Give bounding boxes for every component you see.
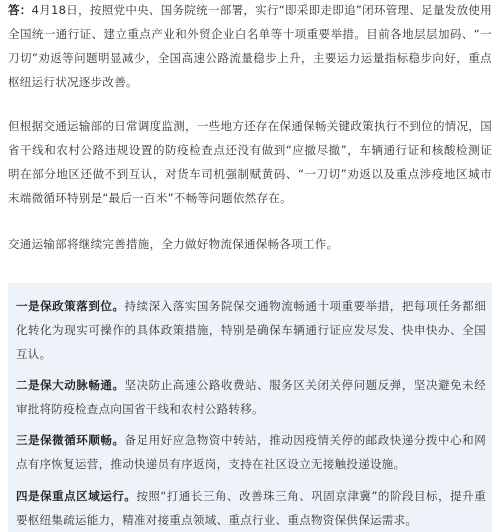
answer-text: 4月18日，按照党中央、国务院统一部署，实行“即采即走即追”闭环管理、足量发放使用全国统一通行证、建立重点产业和外贸企业白名单等十项重要举措。目前各地层层加码、“一刀切”劝返等问题明显减少，全国高速公路流量稳步上升，主要运力运量指标稳步向好，重点枢纽运行状况逐步改善。 — [8, 3, 492, 89]
measure-lead: 四是保重点区域运行。 — [16, 489, 137, 503]
monitoring-paragraph: 但根据交通运输部的日常调度监测，一些地方还存在保通保畅关键政策执行不到位的情况，国省干线和农村公路违规设置的防疫检查点还没有做到“应撤尽撤”，车辆通行证和核酸检测证明在部分地区还做不到互认，对货车司机强制赋黄码、“一刀切”劝返以及重点涉疫地区城市末端微循环特别是“最后一百米”不畅等问题依然存在。 — [8, 119, 492, 205]
measures-panel — [8, 283, 492, 532]
measure-text: 坚决防止高速公路收费站、服务区关闭关停问题反弹，坚决避免未经审批将防疫检查点向国省干线和农村公路转移。 — [16, 378, 487, 416]
measure-text: 备足用好应急物资中转站，推动因疫情关停的邮政快递分拨中心和网点有序恢复运营，推动快递员有序返岗，支持在社区设立无接触投递设施。 — [16, 433, 487, 471]
measure-text: 持续深入落实国务院保交通物流畅通十项重要举措，把每项任务都细化转化为现实可操作的具体政策措施，特别是确保车辆通行证应发尽发、快申快办、全国互认。 — [16, 299, 487, 361]
commitment-paragraph: 交通运输部将继续完善措施，全力做好物流保通保畅各项工作。 — [8, 237, 339, 251]
measure-item — [16, 484, 486, 532]
measure-item — [16, 373, 486, 421]
measure-item — [16, 428, 486, 476]
measure-lead: 二是保大动脉畅通。 — [16, 378, 125, 392]
measure-lead: 三是保微循环顺畅。 — [16, 433, 125, 447]
answer-label: 答： — [8, 3, 32, 17]
answer-paragraph — [8, 0, 492, 94]
measure-item — [16, 294, 486, 366]
measure-text: 按照“打通长三角、改善珠三角、巩固京津冀”的阶段目标，提升重要枢纽集疏运能力，精准对接重点领域、重点行业、重点物资保供保运需求。 — [16, 489, 486, 527]
measure-lead: 一是保政策落到位。 — [16, 299, 125, 313]
